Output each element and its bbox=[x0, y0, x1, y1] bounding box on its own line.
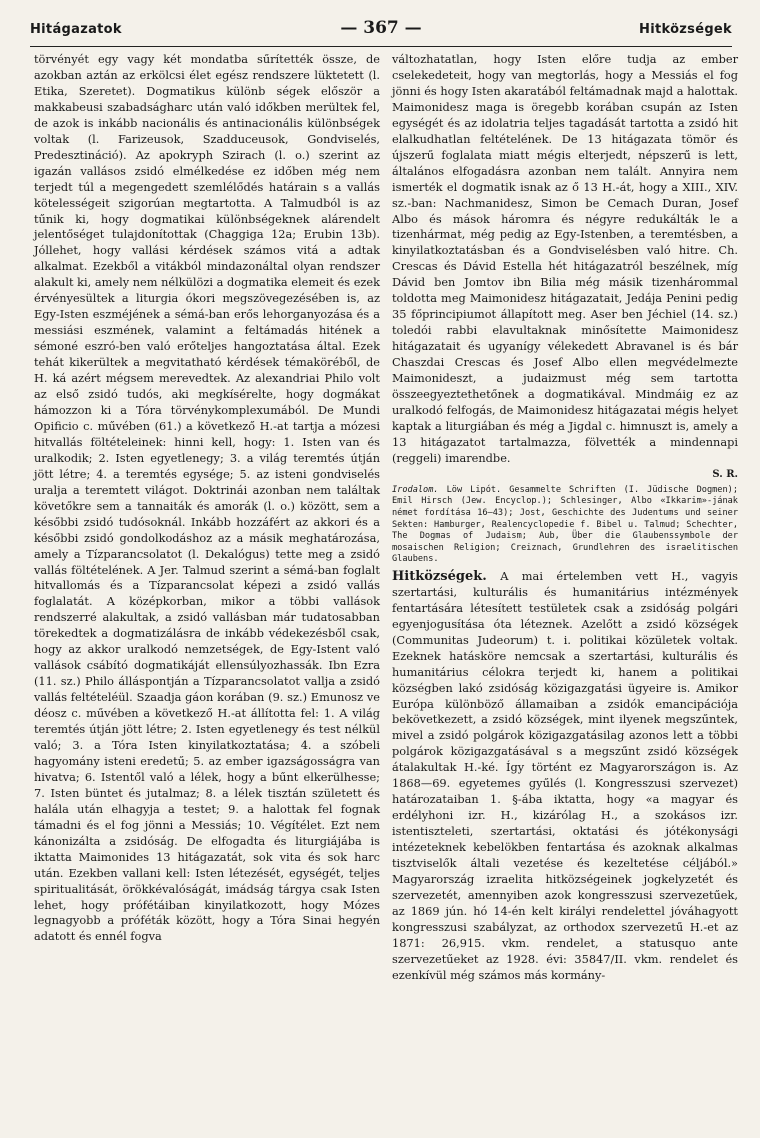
bibliography-heading: Irodalom. bbox=[392, 484, 439, 495]
right-column-text-2: A mai értelemben vett H., vagyis szertartási, kulturális és humanitárius intézmények fentartására létesített testületek csak a zsidóság polgári egyenjogusítása óta léteznek. Azelőtt a zsidó községek (Communitas Judeorum) t. i. politikai közületek voltak. Ezeknek hatásköre nemcsak a szertartási, kulturális és humanitárius célokra terjedt ki, hanem a politikai községben lakó zsidóság közigazgatási ügyeire is. Amikor Európa különböző államaiban a zsidók emancipációja bekövetkezett, a zsidó községek, mint ilyenek megszűntek, mivel a zsidó polgárok közigazgatásilag azonos lett a többi polgárok közigazgatásával s a megszűnt zsidó községek átalakultak H.-ké. Így történt ez Magyarországon is. Az 1868—69. egyetemes gyűlés (l. Kongresszusi szervezet) határozataiban 1. §-ába iktatta, hogy «a magyar és erdélyhoni izr. H., kizárólag H., a szokásos izr. istentiszteleti, szertartási, oktatási és jótékonysági intézeteknek kebelökben fentartása és azoknak alkalmas tisztviselők általi vezetése és kezeltetése céljából.» Magyarország izraelita hitközségeinek jogkelyzetét és szervezetét, amennyiben azok kongresszusi szervezetűek, az 1869 jún. hó 14-én kelt királyi rendelettel jóváhagyott kongresszusi szabályzat, az orthodox szervezetű H.-et az 1871: 26,915. vkm. rendelet, a statusquo ante szervezetűeket az 1928. évi: 35847/II. vkm. rendelet és ezenkívül még számos más kormány- bbox=[392, 568, 739, 982]
bibliography bbox=[392, 485, 738, 566]
header-left-keyword: Hitágazatok bbox=[30, 22, 122, 37]
bibliography-text: Löw Lipót. Gesammelte Schriften (I. Jüdische Dogmen); Emil Hirsch (Jew. Encyclop.); Schlesinger, Albo «Ikkarim»-jának német fordítása 16—43); Jost, Geschichte des Judentums und seiner Sekten: Hamburger, Realencyclopedie f. Bibel u. Talmud; Schechter, The Dogmas of Judaism; Aub, Über die Glaubenssymbole der mosaischen Religion; Creiznach, Grundlehren des israelitischen Glaubens. bbox=[392, 484, 738, 565]
author-signature: S. R. bbox=[712, 468, 738, 480]
entry-paragraph bbox=[392, 569, 738, 984]
entry-title: Hitközségek. bbox=[392, 568, 487, 584]
header-right-keyword: Hitközségek bbox=[639, 22, 732, 37]
right-column bbox=[392, 52, 738, 984]
left-column-text: törvényét egy vagy két mondatba sűrítették össze, de azokban aztán az erkölcsi élet egész rendszere lüktetett (l. Etika, Szeretet). Dogmatikus különb ségek először a makkabeusi szabadságharc után való időkben merültek fel, de azok is inkább nacionális és antinacionális különbségek voltak (l. Farizeusok, Szadduceusok, Gondviselés, Predesztináció). Az apokryph Szirach (l. o.) szerint az igazán vallásos zsidó elmélkedése ez időben még nem terjedt túl a megengedett szemlélődés határain s a vallás kötelességeit szigorúan megtartotta. A Talmudból is az tűnik ki, hogy dogmatikai különbségeknek alárendelt jelentőséget tulajdonítottak (Chaggiga 12a; Erubin 13b). Jóllehet, hogy vallási kérdések számos vitá a adtak alkalmat. Ezekből a vitákból mindazonáltal olyan rendszer alakult ki, amely nem nélkülözi a dogmatika elemeit és ezek érvényesültek a liturgia ókori megszövegezésében is, az Egy-Isten eszméjének a sémá-ban erős lehorganyozása és a messiási eszmének, valamint a feltámadás hitének a sémoné eszró-ben való erőteljes hangoztatása által. Ezek tehát kikerültek a megvitatható kérdések témaköréből, de H. ká azért mégsem merevedtek. Az alexandriai Philo volt az első zsidó tudós, aki megkísérelte, hogy dogmákat hámozzon ki a Tóra törvénykomplexumából. De Mundi Opificio c. művében (61.) a következő H.-at tartja a mózesi hitvallás föltételeinek: hinni kell, hogy: 1. Isten van és uralkodik; 2. Isten egyetlenegy; 3. a világ teremtés útján jött létre; 4. a teremtés egysége; 5. az isteni gondviselés uralja a teremtett világot. Doktrinái azonban nem találtak követőkre sem a tannaiták és amorák (l. o.) között, sem a későbbi zsidó tudósoknál. Inkább hozzáfért az akkori és a későbbi zsidó gondolkodáshoz az a másik meghatározása, amely a Tízparancsolatot (l. Dekalógus) tette meg a zsidó vallás föltételének. A Jer. Talmud szerint a sémá-ban foglalt hitvallomás és a Tízparancsolat képezi a zsidó vallás foglalatát. A középkorban, mikor a többi vallások rendszerré alakultak, a zsidó vallásban már tudatosabban törekedtek a dogmatizálásra de inkább védekezésből csak, hogy az akkor uralkodó nemzetségek, de Egy-Istent való vallások csábító dogmatikáját ellensúlyozhassák. Ibn Ezra (11. sz.) Philo álláspontján a Tízparancsolatot vallja a zsidó vallás feltételéül. Szaadja gáon korában (9. sz.) Emunosz ve déosz c. művében a következő H.-at állította fel: 1. A világ teremtés útján jött létre; 2. Isten egyetlenegy és test nélkül való; 3. a Tóra Isten kinyilatkoztatása; 4. a szóbeli hagyomány isteni eredetű; 5. az ember igazságosságra van hivatva; 6. Istentől való a lélek, hogy a bűnt elkerülhesse; 7. Isten büntet és jutalmaz; 8. a lélek tisztán született és halála után elhagyja a testet; 9. a halottak fel fognak támadni és el fog jönni a Messiás; 10. Végítélet. Ezt nem kánonizálta a zsidóság. De elfogadta és liturgiájába is iktatta Maimonides 13 hitágazatát, sok vita és sok harc után. Ezekben vallani kell: Isten létezését, egységét, teljes spiritualitását, örökkévalóságát, imádság tárgya csak Isten lehet, hogy prófétáiban kinyilatkozott, hogy Mózes legnagyobb a próféták között, hogy a Tóra Sinai hegyén adatott és ennél fogva bbox=[34, 52, 380, 944]
running-header bbox=[30, 16, 732, 47]
page-number: — 367 — bbox=[340, 18, 422, 38]
left-column bbox=[34, 52, 380, 945]
right-column-text-1: változhatatlan, hogy Isten előre tudja az ember cselekedeteit, hogy van megtorlás, hogy a Messiás el fog jönni és hogy Isten akaratából feltámadnak majd a halottak. Maimonidesz maga is öregebb korában csupán az Isten egységét és az idolatria teljes tagadását tartotta a zsidó hit elalkudhatlan feltételének. De 13 hitágazata tömör és újszerű foglalata miatt mégis elterjedt, népszerű is lett, általános elfogadásra azonban nem talált. Annyira nem ismerték el dogmatik isnak az ő 13 H.-át, hogy a XIII., XIV. sz.-ban: Nachmanidesz, Simon be Cemach Duran, Josef Albo és mások háromra és négyre redukálták le a tizenhármat, még pedig az Egy-Istenben, a teremtésben, a kinyilatkoztatásban és a Gondviselésben való hitre. Ch. Crescas és Dávid Estella hét hitágazatról beszélnek, míg Dávid ben Jomtov ibn Bilia még másik tizenhárommal toldotta meg Maimonidesz hitágazatait, Jedája Penini pedig 35 főprincipiumot állapított meg. Aser ben Jéchiel (14. sz.) toledói rabbi elavultaknak minősítette Maimonidesz hitágazatait és ugyanígy vélekedett Abravanel is és bár Chaszdai Crescas és Josef Albo ellen megvédelmezte Maimonideszt, a judaizmust még sem tartotta összeegyeztethetőnek a dogmatikával. Mindmáig ez az uralkodó felfogás, de Maimonidesz hitágazatai mégis helyet kaptak a liturgiában és még a Jigdal c. himnuszt is, amely a 13 hitágazatot tartalmazza, fölvették a mindennapi (reggeli) imarendbe. bbox=[392, 52, 738, 465]
